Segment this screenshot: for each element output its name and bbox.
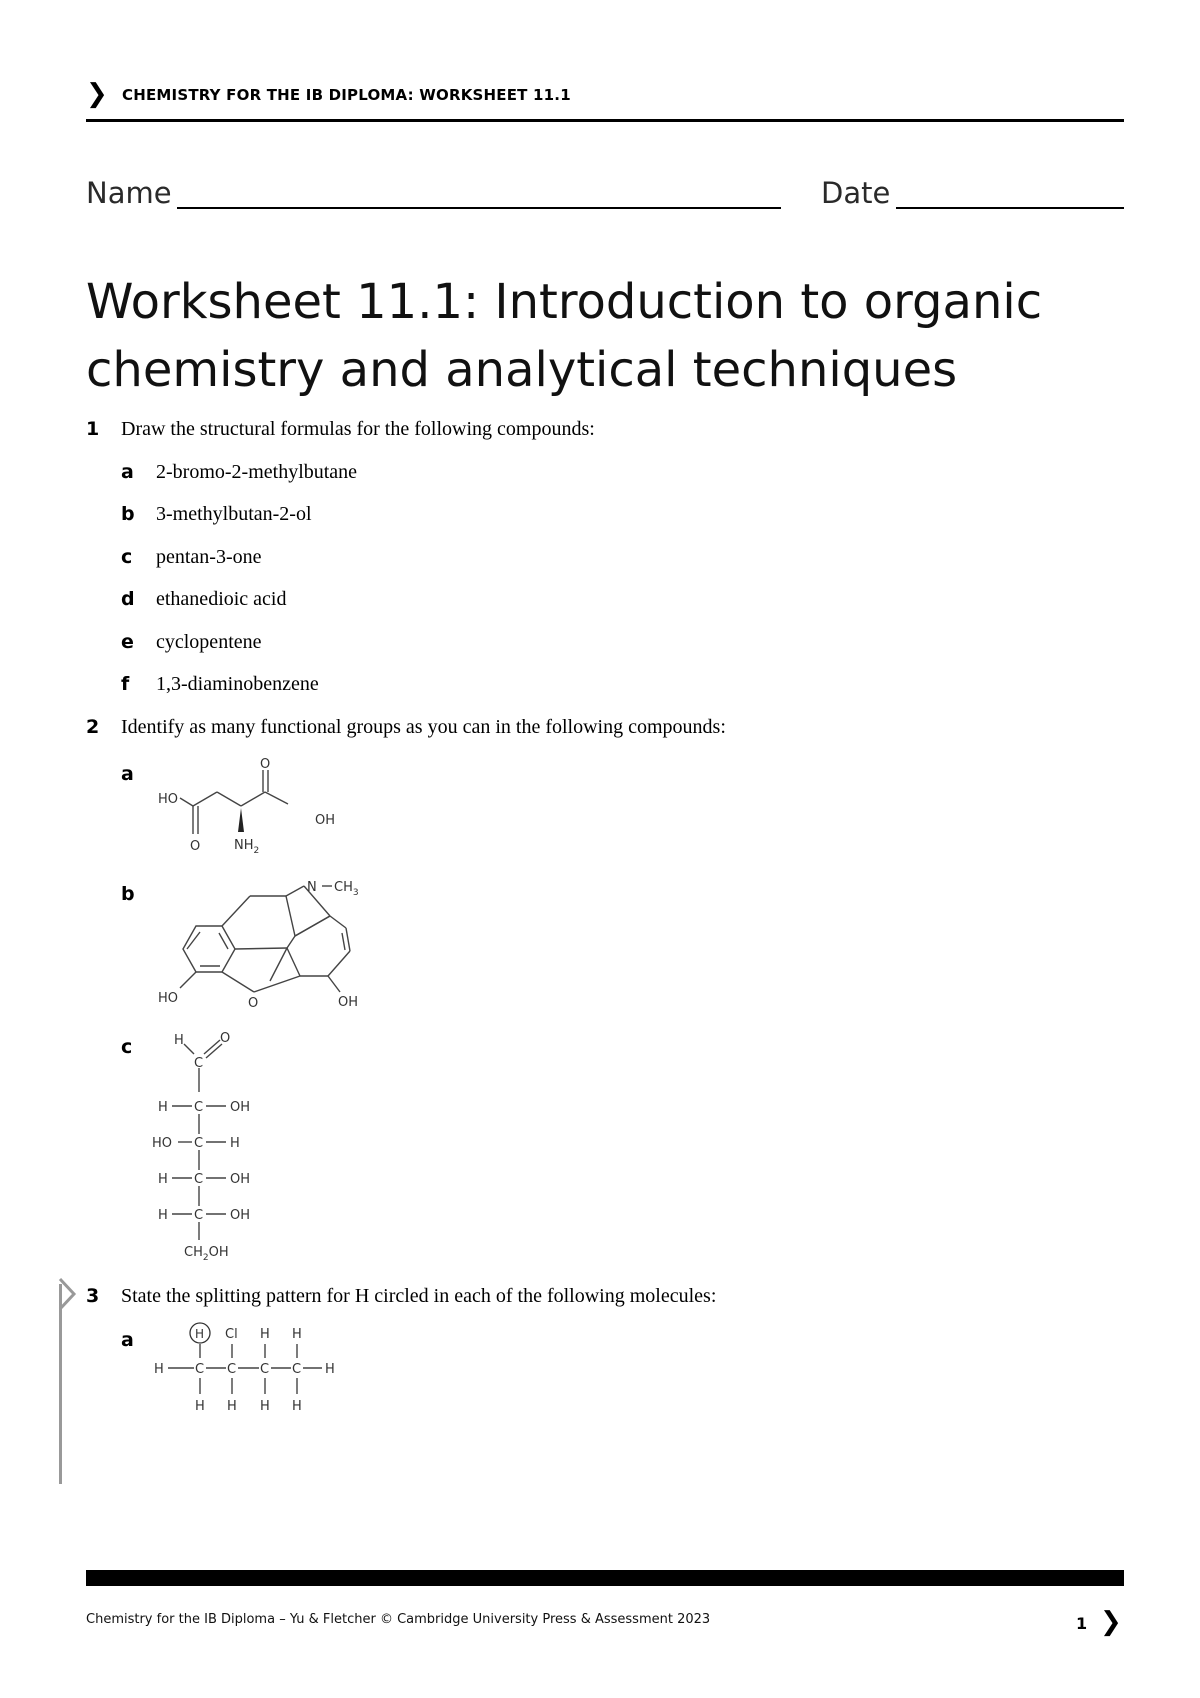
page-title-line-2: chemistry and analytical techniques [86, 342, 958, 398]
part-text: ethanedioic acid [156, 588, 287, 610]
part-letter: b [121, 883, 135, 905]
question-number: 1 [86, 418, 100, 440]
part-letter: c [121, 546, 133, 568]
hydroxyl-label: OH [338, 995, 359, 1010]
hydroxymethyl-label [184, 1245, 229, 1263]
change-chevron-icon [56, 1277, 78, 1311]
name-label: Name [86, 176, 172, 210]
change-bar [59, 1284, 62, 1484]
question-number: 2 [86, 716, 100, 738]
hydrogen-label: H [260, 1327, 270, 1342]
amine-label [234, 838, 259, 856]
carbon-label: C [227, 1362, 237, 1377]
chlorine-label: Cl [225, 1327, 238, 1342]
date-label: Date [821, 176, 891, 210]
footer-bar [86, 1570, 1124, 1586]
hydrogen-label: H [195, 1399, 205, 1414]
header-rule [86, 119, 1124, 122]
hydroxyl-label: OH [230, 1208, 251, 1223]
structure-3a-diagram [150, 1320, 350, 1430]
question-text: Identify as many functional groups as you can in the following compounds: [121, 716, 726, 738]
date-field-line[interactable] [896, 207, 1124, 209]
part-text: 3-methylbutan-2-ol [156, 503, 312, 525]
amine-label-text: NH [234, 838, 254, 853]
hydrogen-label: H [154, 1362, 164, 1377]
hydrogen-label: H [230, 1136, 240, 1151]
carbon-label: C [195, 1362, 205, 1377]
hydroxymethyl-oh: OH [208, 1245, 229, 1260]
part-letter: a [121, 763, 134, 785]
part-letter: b [121, 503, 135, 525]
part-text: cyclopentene [156, 631, 262, 653]
carbon-label: C [194, 1172, 204, 1187]
part-letter: f [121, 673, 130, 695]
hydrogen-label: H [227, 1399, 237, 1414]
part-letter: a [121, 461, 134, 483]
methyl-subscript: 3 [352, 888, 359, 898]
aldehyde-oxygen-label: O [220, 1031, 231, 1046]
header-chevron-icon: ❯ [86, 79, 108, 109]
part-letter: c [121, 1036, 133, 1058]
hydrogen-label: H [158, 1100, 168, 1115]
methyl-label [334, 880, 359, 898]
carbon-label: C [194, 1136, 204, 1151]
part-letter: a [121, 1329, 134, 1351]
hydroxyl-label: OH [315, 813, 336, 828]
circled-hydrogen-label: H [195, 1327, 205, 1341]
hydrogen-label: H [325, 1362, 335, 1377]
carbon-label: C [292, 1362, 302, 1377]
question-text: Draw the structural formulas for the following compounds: [121, 418, 595, 440]
question-number: 3 [86, 1285, 100, 1307]
hydroxyl-label: HO [158, 991, 179, 1006]
part-letter: e [121, 631, 134, 653]
hydroxymethyl-subscript: 2 [202, 1253, 209, 1263]
page-title [86, 268, 1126, 404]
page-number: 1 [1076, 1614, 1088, 1633]
part-letter: d [121, 588, 135, 610]
carbonyl-oxygen-label: O [190, 839, 201, 854]
carbon-label: C [194, 1100, 204, 1115]
hydrogen-label: H [292, 1327, 302, 1342]
carbon-label: C [260, 1362, 270, 1377]
hydroxyl-label: HO [158, 792, 179, 807]
hydroxyl-label: OH [230, 1100, 251, 1115]
ether-oxygen-label: O [248, 996, 259, 1011]
aldehyde-hydrogen-label: H [174, 1033, 184, 1048]
structure-2c-diagram [150, 1030, 310, 1270]
next-page-chevron-icon[interactable]: ❯ [1100, 1607, 1122, 1637]
question-text: State the splitting pattern for H circled in each of the following molecules: [121, 1285, 717, 1307]
methyl-label-text: CH [334, 880, 353, 895]
name-field-line[interactable] [177, 207, 781, 209]
part-text: pentan-3-one [156, 546, 262, 568]
footer-copyright: Chemistry for the IB Diploma – Yu & Fletcher © Cambridge University Press & Assessment 2023 [86, 1612, 711, 1627]
amine-subscript: 2 [253, 846, 260, 856]
hydrogen-label: H [292, 1399, 302, 1414]
nitrogen-label: N [307, 880, 317, 895]
page-title-line-1: Worksheet 11.1: Introduction to organic [86, 274, 1043, 330]
hydroxyl-label: HO [152, 1136, 173, 1151]
structure-2a-diagram [150, 758, 350, 862]
hydroxymethyl-ch: CH [184, 1245, 203, 1260]
carbonyl-oxygen-label: O [260, 758, 271, 772]
part-text: 2-bromo-2-methylbutane [156, 461, 358, 483]
carbon-label: C [194, 1208, 204, 1223]
header-title: CHEMISTRY FOR THE IB DIPLOMA: WORKSHEET 11.1 [122, 86, 571, 104]
hydrogen-label: H [260, 1399, 270, 1414]
structure-2b-diagram [150, 876, 400, 1016]
part-text: 1,3-diaminobenzene [156, 673, 319, 695]
carbon-label: C [194, 1056, 204, 1071]
hydroxyl-label: OH [230, 1172, 251, 1187]
hydrogen-label: H [158, 1172, 168, 1187]
hydrogen-label: H [158, 1208, 168, 1223]
